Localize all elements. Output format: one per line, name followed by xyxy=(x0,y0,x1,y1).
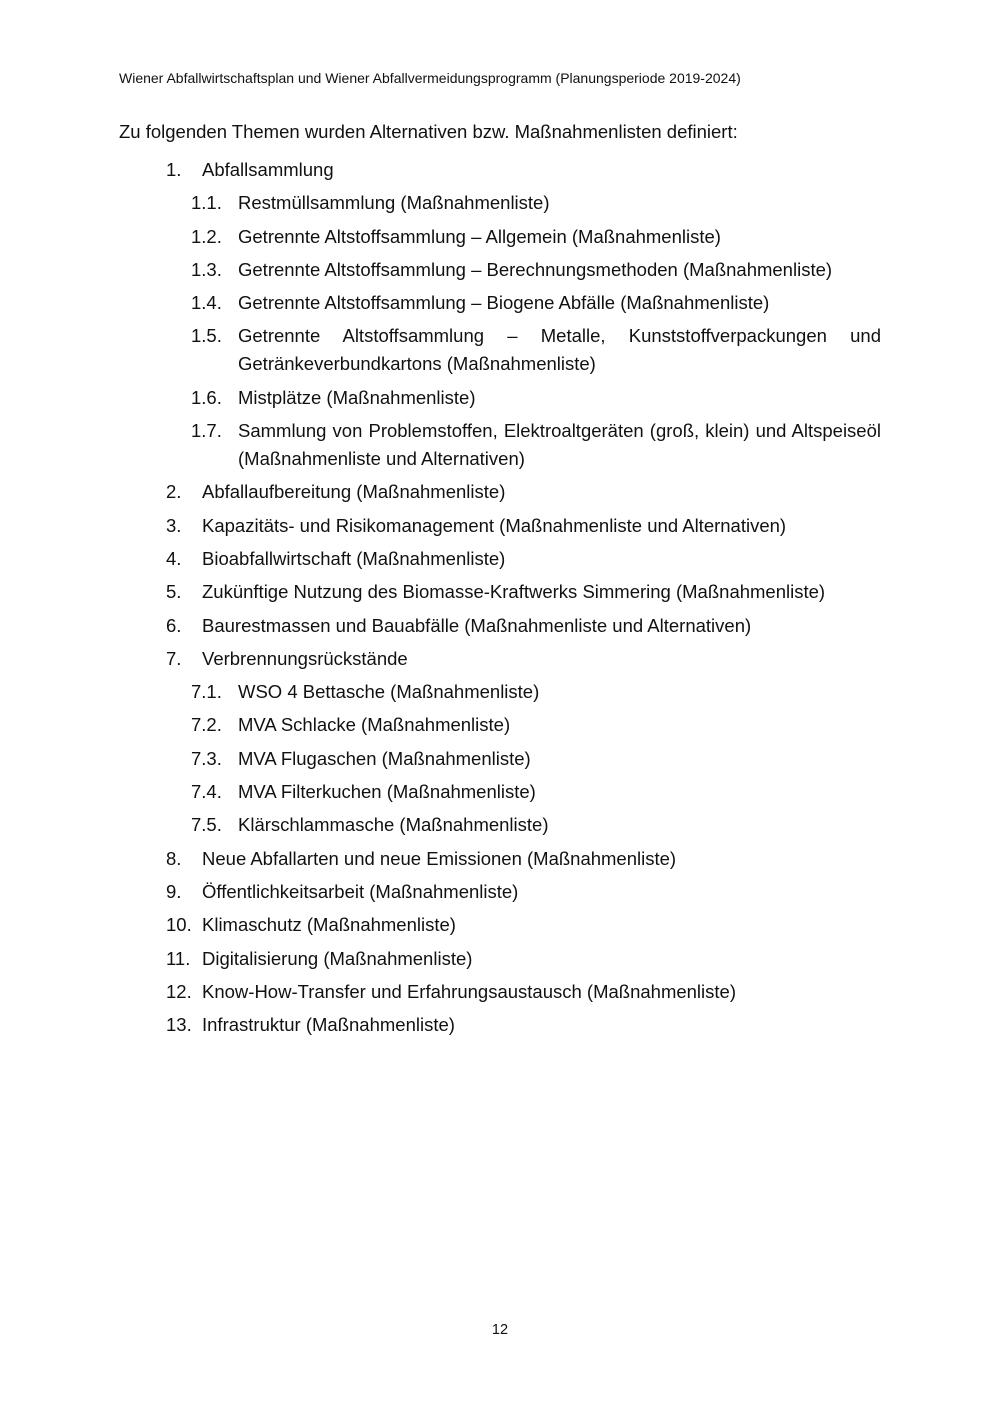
item-number: 7.1. xyxy=(191,681,222,703)
item-number: 6. xyxy=(166,614,182,636)
item-text: Restmüllsammlung (Maßnahmenliste) xyxy=(238,192,550,214)
item-number: 9. xyxy=(166,880,182,902)
outline-subitem xyxy=(0,289,1000,317)
page-number: 12 xyxy=(491,1322,509,1338)
item-number: 7. xyxy=(166,647,182,669)
outline-subitem xyxy=(0,223,1000,251)
outline-subitem xyxy=(0,711,1000,739)
item-text: Abfallsammlung xyxy=(202,159,334,180)
outline-item xyxy=(0,612,1000,640)
outline-item xyxy=(0,478,1000,506)
outline-item xyxy=(0,156,1000,184)
outline-item xyxy=(0,878,1000,906)
item-number: 5. xyxy=(166,581,182,603)
outline-subitem xyxy=(0,322,1000,378)
outline-subitem xyxy=(0,745,1000,773)
item-text: Verbrennungsrückstände xyxy=(202,647,408,669)
item-text: Getrennte Altstoffsammlung – Allgemein (Maßnahmenliste) xyxy=(238,225,721,247)
item-text: Neue Abfallarten und neue Emissionen (Maßnahmenliste) xyxy=(202,847,677,869)
topic-outline xyxy=(0,156,1000,1044)
item-text: Getrennte Altstoffsammlung – Metalle, Kunststoffverpackungen und Getränkeverbundkartons (Maßnahmenliste) xyxy=(238,325,881,375)
outline-item xyxy=(0,512,1000,540)
outline-subitem xyxy=(0,384,1000,412)
item-number: 7.3. xyxy=(191,747,222,769)
item-text: Getrennte Altstoffsammlung – Berechnungsmethoden (Maßnahmenliste) xyxy=(238,258,833,280)
item-number: 13. xyxy=(166,1014,192,1036)
item-text: Kapazitäts- und Risikomanagement (Maßnahmenliste und Alternativen) xyxy=(202,514,787,536)
item-text: Zukünftige Nutzung des Biomasse-Kraftwerks Simmering (Maßnahmenliste) xyxy=(202,581,826,603)
item-text: WSO 4 Bettasche (Maßnahmenliste) xyxy=(238,681,540,703)
item-number: 1.6. xyxy=(191,386,222,408)
item-number: 7.2. xyxy=(191,714,222,736)
outline-item xyxy=(0,911,1000,939)
item-text: Mistplätze (Maßnahmenliste) xyxy=(238,386,476,408)
outline-item xyxy=(0,945,1000,973)
item-text: Abfallaufbereitung (Maßnahmenliste) xyxy=(202,481,506,503)
item-text: MVA Filterkuchen (Maßnahmenliste) xyxy=(238,781,536,803)
item-number: 1.5. xyxy=(191,325,222,347)
running-header: Wiener Abfallwirtschaftsplan und Wiener Abfallvermeidungsprogramm (Planungsperiode 2019-2024) xyxy=(119,70,741,86)
item-text: Sammlung von Problemstoffen, Elektroaltgeräten (groß, klein) und Altspeiseöl (Maßnahmenliste und Alternativen) xyxy=(238,420,881,470)
item-text: Klimaschutz (Maßnahmenliste) xyxy=(202,914,456,936)
item-number: 10. xyxy=(166,914,192,936)
item-number: 7.4. xyxy=(191,781,222,803)
item-text: MVA Flugaschen (Maßnahmenliste) xyxy=(238,747,531,769)
item-number: 8. xyxy=(166,847,182,869)
item-number: 1.4. xyxy=(191,292,222,314)
item-number: 1. xyxy=(166,159,182,180)
item-number: 3. xyxy=(166,514,182,536)
item-number: 1.1. xyxy=(191,192,222,214)
item-number: 1.7. xyxy=(191,420,222,442)
outline-item xyxy=(0,978,1000,1006)
item-text: Digitalisierung (Maßnahmenliste) xyxy=(202,947,473,969)
item-text: Klärschlammasche (Maßnahmenliste) xyxy=(238,814,549,836)
outline-subitem xyxy=(0,417,1000,473)
item-number: 4. xyxy=(166,547,182,569)
item-text: Öffentlichkeitsarbeit (Maßnahmenliste) xyxy=(202,880,519,902)
item-text: Getrennte Altstoffsammlung – Biogene Abfälle (Maßnahmenliste) xyxy=(238,292,770,314)
item-number: 11. xyxy=(166,947,191,969)
item-number: 7.5. xyxy=(191,814,222,836)
outline-subitem xyxy=(0,811,1000,839)
outline-subitem xyxy=(0,189,1000,217)
item-number: 2. xyxy=(166,481,182,503)
item-text: MVA Schlacke (Maßnahmenliste) xyxy=(238,714,511,736)
outline-item xyxy=(0,545,1000,573)
outline-item xyxy=(0,1011,1000,1039)
item-number: 1.3. xyxy=(191,258,222,280)
outline-subitem xyxy=(0,678,1000,706)
outline-item xyxy=(0,645,1000,673)
item-number: 1.2. xyxy=(191,225,222,247)
intro-paragraph: Zu folgenden Themen wurden Alternativen bzw. Maßnahmenlisten definiert: xyxy=(119,121,738,142)
item-text: Know-How-Transfer und Erfahrungsaustausch (Maßnahmenliste) xyxy=(202,980,736,1002)
outline-item xyxy=(0,845,1000,873)
outline-subitem xyxy=(0,778,1000,806)
item-text: Baurestmassen und Bauabfälle (Maßnahmenliste und Alternativen) xyxy=(202,614,752,636)
item-text: Infrastruktur (Maßnahmenliste) xyxy=(202,1014,455,1036)
item-text: Bioabfallwirtschaft (Maßnahmenliste) xyxy=(202,547,506,569)
outline-subitem xyxy=(0,256,1000,284)
item-number: 12. xyxy=(166,980,192,1002)
outline-item xyxy=(0,578,1000,606)
